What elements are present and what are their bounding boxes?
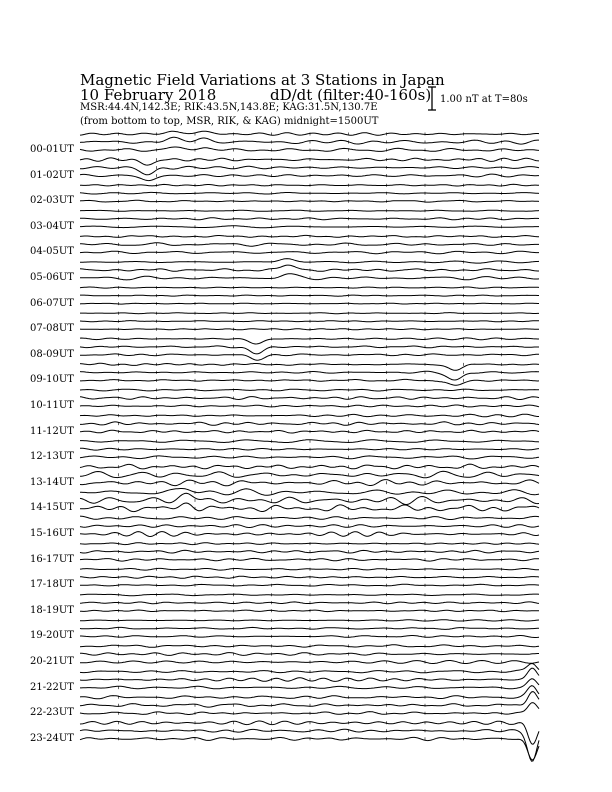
trace-17-18UT-RIK [80, 576, 539, 578]
hour-label-13: 12-13UT [30, 451, 74, 463]
trace-03-04UT-KAG [80, 210, 539, 211]
trace-19-20UT-MSR [80, 636, 539, 638]
trace-order-note: (from bottom to top, MSR, RIK, & KAG) midnight=1500UT [80, 116, 379, 127]
trace-10-11UT-KAG [80, 389, 539, 391]
hour-label-17: 16-17UT [30, 553, 74, 565]
trace-15-16UT-MSR [80, 532, 539, 537]
hour-label-15: 14-15UT [30, 502, 74, 514]
trace-11-12UT-KAG [80, 414, 539, 417]
trace-17-18UT-MSR [80, 584, 539, 586]
trace-06-07UT-KAG [80, 287, 539, 288]
trace-16-17UT-MSR [80, 558, 539, 561]
trace-00-01UT-KAG [80, 131, 539, 135]
trace-02-03UT-RIK [80, 192, 539, 194]
trace-15-16UT-KAG [80, 516, 539, 519]
hour-label-21: 20-21UT [30, 656, 74, 667]
hour-label-14: 13-14UT [30, 476, 74, 488]
trace-09-10UT-RIK [80, 371, 539, 380]
scale-bar [428, 87, 436, 110]
trace-11-12UT-RIK [80, 422, 539, 426]
trace-22-23UT-MSR [80, 703, 539, 715]
trace-12-13UT-MSR [80, 456, 539, 459]
trace-07-08UT-KAG [80, 313, 539, 314]
trace-20-21UT-KAG [80, 645, 539, 648]
trace-20-21UT-RIK [80, 653, 539, 656]
trace-03-04UT-RIK [80, 218, 539, 220]
trace-20-21UT-MSR [80, 661, 539, 664]
trace-06-07UT-RIK [80, 295, 539, 296]
trace-13-14UT-KAG [80, 464, 539, 469]
trace-16-17UT-RIK [80, 550, 539, 553]
trace-11-12UT-MSR [80, 430, 539, 433]
trace-12-13UT-KAG [80, 440, 539, 443]
chart-quantity: dD/dt (filter:40-160s) [270, 86, 432, 104]
hour-label-23: 22-23UT [30, 707, 74, 719]
hour-label-24: 23-24UT [30, 732, 74, 744]
hour-label-12: 11-12UT [30, 425, 74, 437]
trace-02-03UT-MSR [80, 200, 539, 202]
trace-10-11UT-MSR [80, 405, 539, 407]
trace-08-09UT-RIK [80, 346, 539, 354]
hour-label-4: 03-04UT [30, 220, 74, 232]
trace-18-19UT-MSR [80, 610, 539, 612]
trace-07-08UT-RIK [80, 321, 539, 322]
trace-16-17UT-KAG [80, 543, 539, 545]
hour-label-1: 00-01UT [30, 144, 74, 155]
trace-23-24UT-KAG [80, 721, 539, 744]
hour-label-8: 07-08UT [30, 323, 74, 335]
trace-19-20UT-RIK [80, 627, 539, 629]
chart-date: 10 February 2018 [80, 86, 217, 104]
hour-label-18: 17-18UT [30, 579, 74, 591]
trace-02-03UT-KAG [80, 184, 539, 186]
trace-17-18UT-KAG [80, 568, 539, 570]
trace-03-04UT-MSR [80, 226, 539, 228]
trace-14-15UT-KAG [80, 489, 539, 496]
hour-label-10: 09-10UT [30, 374, 74, 386]
trace-04-05UT-RIK [80, 243, 539, 247]
trace-14-15UT-MSR [80, 503, 539, 512]
trace-05-06UT-RIK [80, 265, 539, 271]
trace-01-02UT-RIK [80, 166, 539, 175]
hour-label-9: 08-09UT [30, 348, 74, 360]
trace-23-24UT-RIK [80, 729, 539, 761]
trace-21-22UT-KAG [80, 664, 539, 673]
trace-04-05UT-KAG [80, 235, 539, 237]
trace-13-14UT-MSR [80, 480, 539, 486]
hour-label-2: 01-02UT [30, 169, 74, 181]
trace-04-05UT-MSR [80, 251, 539, 254]
hour-label-5: 04-05UT [30, 246, 74, 258]
trace-23-24UT-MSR [80, 737, 539, 760]
trace-18-19UT-KAG [80, 594, 539, 596]
hour-label-11: 10-11UT [30, 400, 74, 411]
trace-08-09UT-KAG [80, 338, 539, 344]
trace-01-02UT-KAG [80, 158, 539, 165]
scale-label: 1.00 nT at T=80s [440, 94, 528, 105]
trace-09-10UT-MSR [80, 379, 539, 385]
trace-18-19UT-RIK [80, 602, 539, 604]
trace-21-22UT-RIK [80, 668, 539, 681]
hour-label-16: 15-16UT [30, 528, 74, 539]
trace-07-08UT-MSR [80, 329, 539, 330]
trace-10-11UT-RIK [80, 397, 539, 400]
trace-12-13UT-RIK [80, 448, 539, 450]
trace-14-15UT-RIK [80, 493, 539, 504]
trace-05-06UT-MSR [80, 274, 539, 280]
trace-08-09UT-MSR [80, 354, 539, 360]
trace-22-23UT-RIK [80, 692, 539, 708]
hour-label-22: 21-22UT [30, 681, 74, 693]
hour-label-6: 05-06UT [30, 272, 74, 283]
trace-19-20UT-KAG [80, 620, 539, 621]
hour-label-19: 18-19UT [30, 604, 74, 616]
trace-13-14UT-RIK [80, 471, 539, 478]
trace-05-06UT-KAG [80, 259, 539, 264]
hour-label-7: 06-07UT [30, 297, 74, 309]
hour-label-20: 19-20UT [30, 630, 74, 642]
trace-06-07UT-MSR [80, 303, 539, 304]
hour-label-3: 02-03UT [30, 195, 74, 207]
trace-00-01UT-MSR [80, 147, 539, 151]
station-coordinates: MSR:44.4N,142.3E; RIK:43.5N,143.8E; KAG:31.5N,130.7E [80, 102, 378, 113]
trace-15-16UT-RIK [80, 525, 539, 528]
trace-00-01UT-RIK [80, 137, 539, 144]
trace-09-10UT-KAG [80, 363, 539, 370]
chart-title: Magnetic Field Variations at 3 Stations in Japan [80, 71, 445, 89]
